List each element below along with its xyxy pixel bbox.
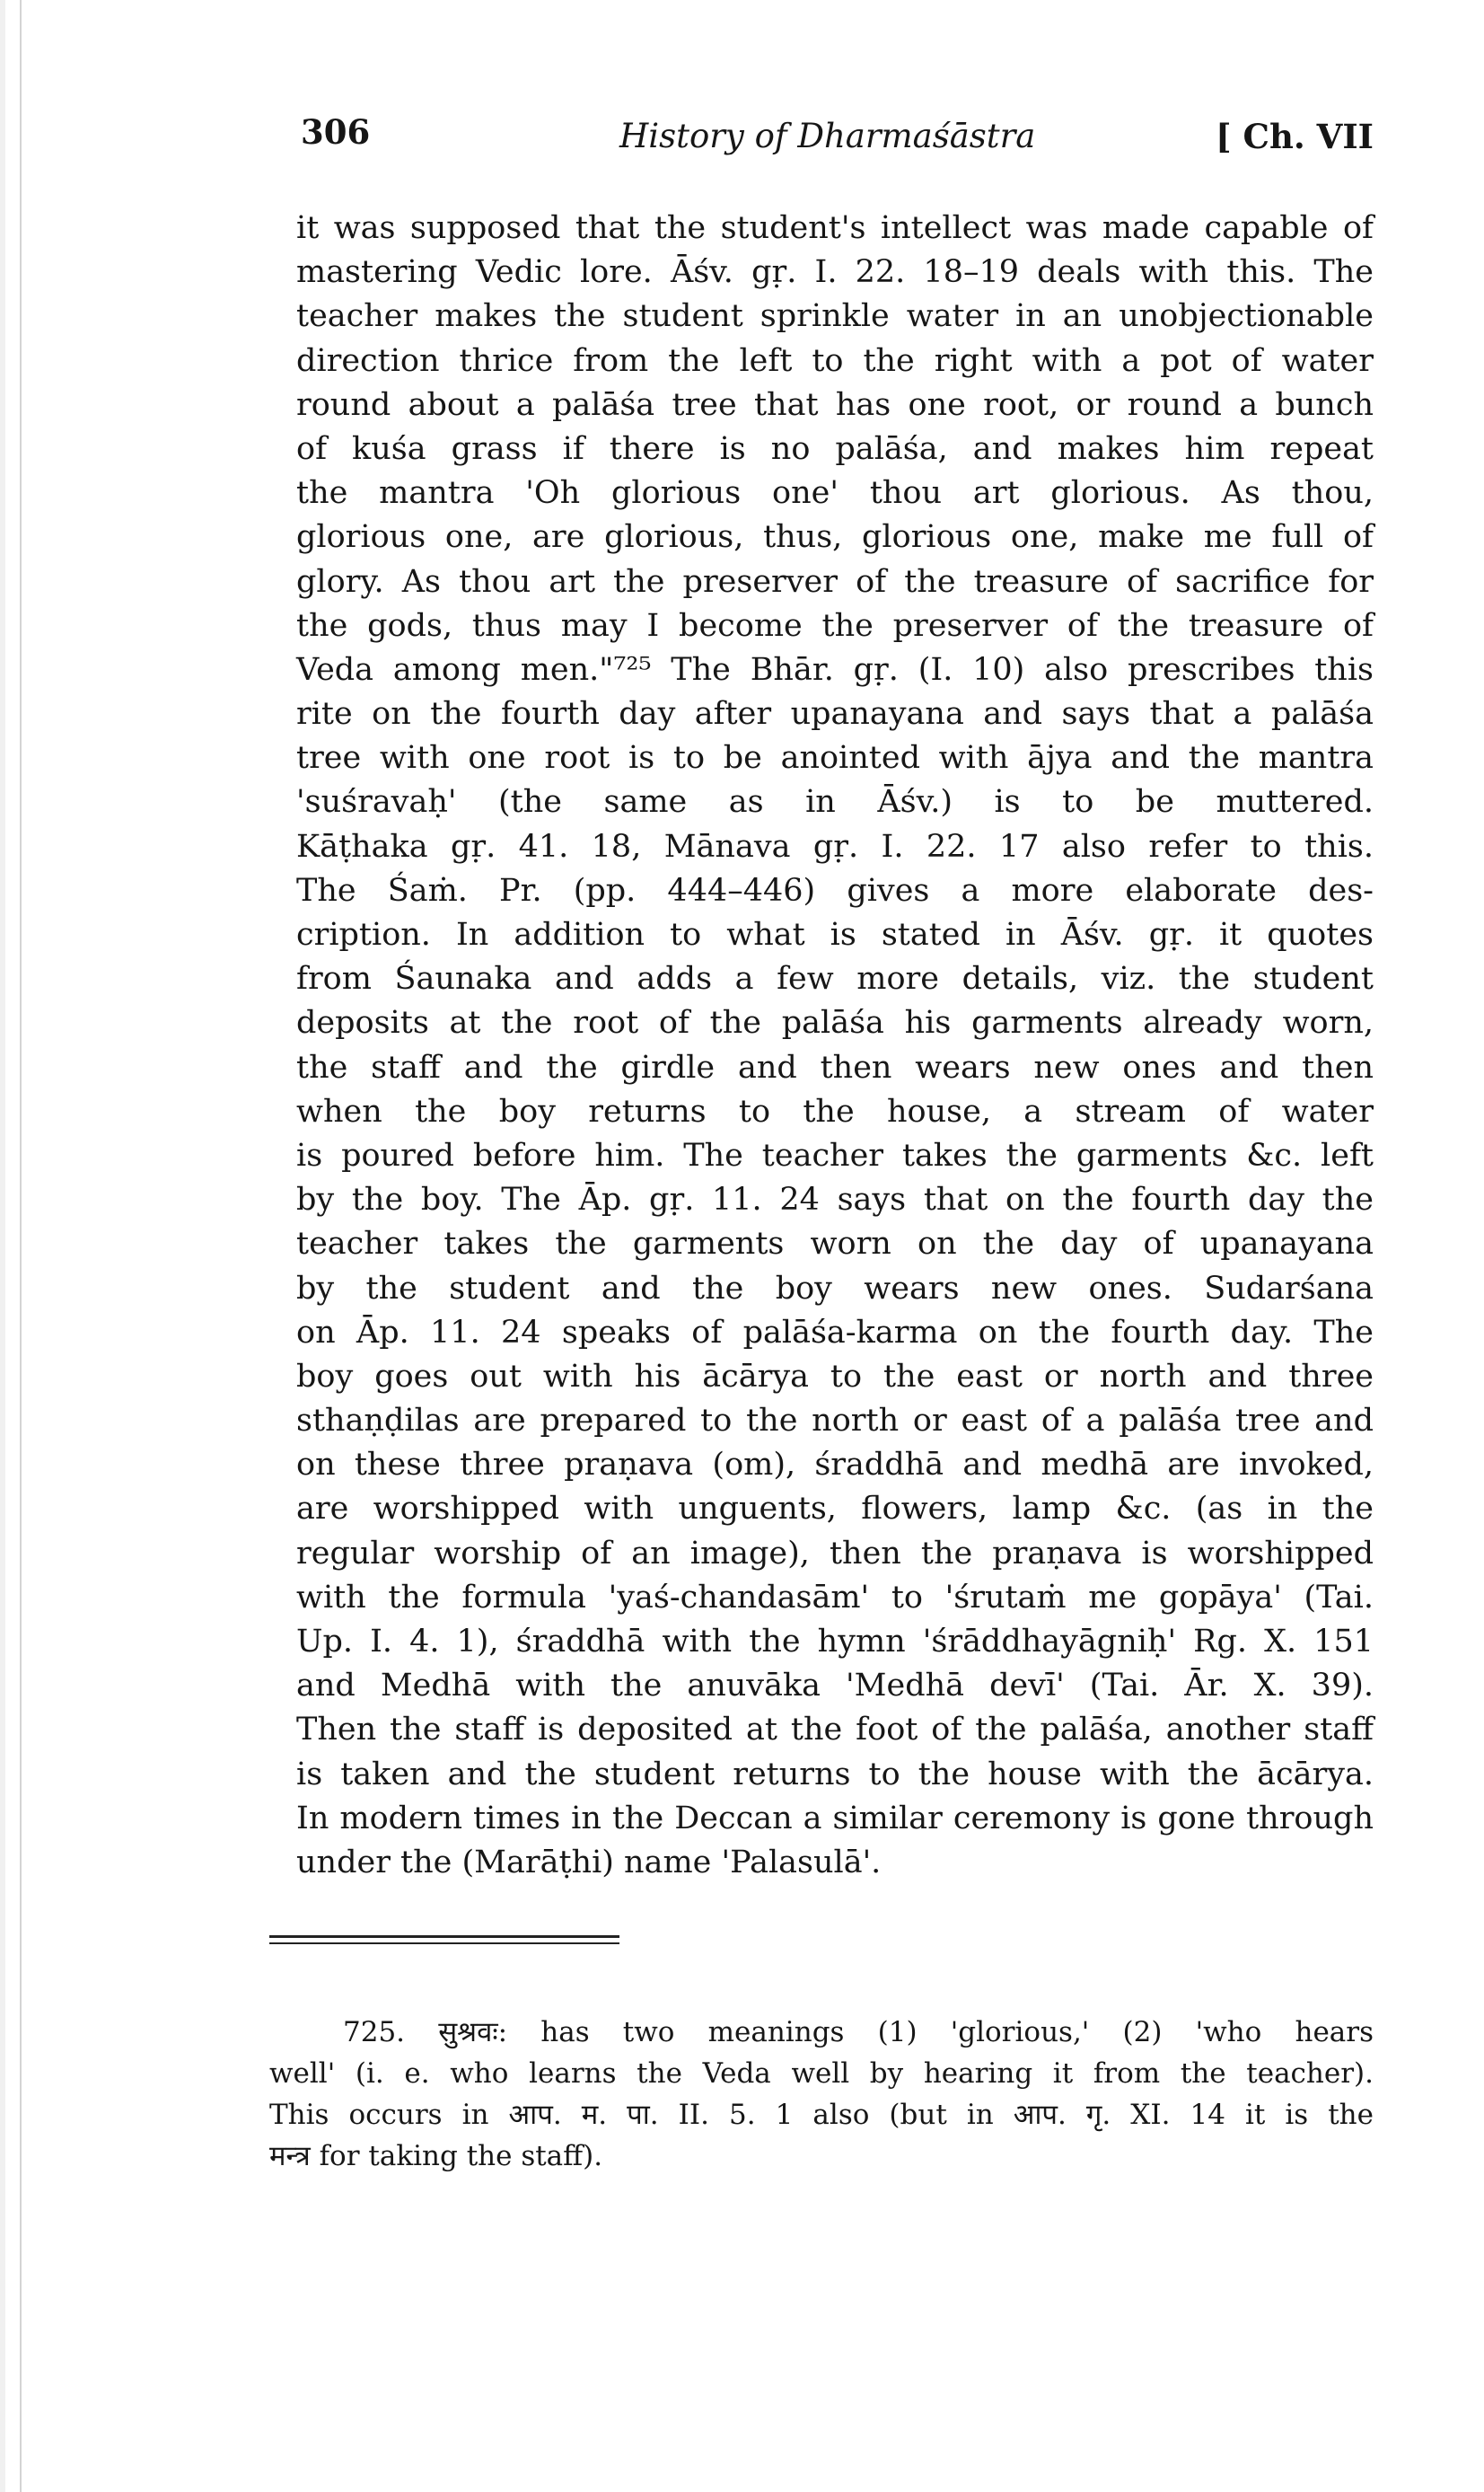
text-line: tree with one root is to be anointed with ājya and the mantra (296, 740, 1374, 777)
text-line: by the boy. The Āp. gṛ. 11. 24 says that on the fourth day the (296, 1182, 1374, 1219)
text-line: by the student and the boy wears new ones. Sudarśana (296, 1270, 1374, 1307)
footnote-line: well' (i. e. who learns the Veda well by hearing it from the teacher). (269, 2057, 1374, 2090)
text-line: on these three praṇava (om), śraddhā and medhā are invoked, (296, 1447, 1374, 1484)
text-line: of kuśa grass if there is no palāśa, and makes him repeat (296, 430, 1374, 467)
text-line: under the (Marāṭhi) name 'Palasulā'. (296, 1844, 882, 1880)
footnote-line: मन्त्र for taking the staff). (269, 2140, 603, 2172)
text-line: teacher makes the student sprinkle water in an unobjectionable (296, 298, 1374, 335)
footnote-line: This occurs in आप. म. पा. II. 5. 1 also (but in आप. गृ. XI. 14 it is the (269, 2099, 1374, 2131)
footnote-rule (269, 1935, 619, 1944)
text-line: is taken and the student returns to the house with the ācārya. (296, 1756, 1374, 1792)
text-line: round about a palāśa tree that has one root, or round a bunch (296, 386, 1374, 423)
text-line: Kāṭhaka gṛ. 41. 18, Mānava gṛ. I. 22. 17 also refer to this. (296, 828, 1374, 865)
text-line: is poured before him. The teacher takes the garments &c. left (296, 1137, 1374, 1174)
page-header (269, 108, 1374, 171)
text-line: rite on the fourth day after upanayana and says that a palāśa (296, 696, 1374, 733)
text-line: 'suśravaḥ' (the same as in Āśv.) is to be muttered. (296, 784, 1374, 821)
text-line: when the boy returns to the house, a stream of water (296, 1093, 1374, 1130)
text-line: The Śaṁ. Pr. (pp. 444–446) gives a more elaborate des- (296, 872, 1374, 909)
text-line: with the formula 'yaś-chandasām' to 'śrutaṁ me gopāya' (Tai. (296, 1579, 1374, 1616)
text-line: Up. I. 4. 1), śraddhā with the hymn 'śrāddhayāgniḥ' Rg. X. 151 (296, 1624, 1374, 1660)
footnotes (269, 2012, 1374, 2177)
running-title: History of Dharmaśāstra (619, 117, 1036, 155)
footnote-line: 725. सुश्रवः: has two meanings (1) 'glorious,' (2) 'who hears (343, 2016, 1374, 2048)
text-line: on Āp. 11. 24 speaks of palāśa-karma on the fourth day. The (296, 1314, 1374, 1351)
text-line: it was supposed that the student's intellect was made capable of (296, 210, 1374, 246)
text-line: from Śaunaka and adds a few more details, viz. the student (296, 961, 1374, 998)
text-line: and Medhā with the anuvāka 'Medhā devī' (Tai. Ār. X. 39). (296, 1668, 1374, 1704)
text-line: the gods, thus may I become the preserver of the treasure of (296, 607, 1374, 644)
scan-edge (0, 0, 5, 2492)
text-line: sthaṇḍilas are prepared to the north or east of a palāśa tree and (296, 1403, 1374, 1440)
text-line: the staff and the girdle and then wears new ones and then (296, 1049, 1374, 1086)
page-number: 306 (301, 112, 371, 152)
text-line: glory. As thou art the preserver of the treasure of sacrifice for (296, 563, 1374, 600)
text-line: glorious one, are glorious, thus, glorious one, make me full of (296, 519, 1374, 556)
text-line: mastering Vedic lore. Āśv. gṛ. I. 22. 18–19 deals with this. The (296, 254, 1374, 291)
text-line: boy goes out with his ācārya to the east or north and three (296, 1358, 1374, 1395)
text-line: deposits at the root of the palāśa his garments already worn, (296, 1005, 1374, 1042)
text-line: cription. In addition to what is stated in Āśv. gṛ. it quotes (296, 917, 1374, 953)
text-line: are worshipped with unguents, flowers, lamp &c. (as in the (296, 1491, 1374, 1528)
book-page (269, 108, 1374, 2172)
main-text (296, 207, 1374, 1885)
text-line: direction thrice from the left to the right with a pot of water (296, 342, 1374, 379)
text-line: Veda among men."⁷²⁵ The Bhār. gṛ. (I. 10) also prescribes this (296, 651, 1374, 688)
text-line: regular worship of an image), then the praṇava is worshipped (296, 1535, 1374, 1572)
chapter-label: [ Ch. VII (1216, 117, 1374, 156)
text-line: In modern times in the Deccan a similar ceremony is gone through (296, 1800, 1374, 1836)
text-line: the mantra 'Oh glorious one' thou art glorious. As thou, (296, 475, 1374, 512)
text-line: Then the staff is deposited at the foot of the palāśa, another staff (296, 1712, 1374, 1748)
text-line: teacher takes the garments worn on the day of upanayana (296, 1226, 1374, 1263)
margin-line (20, 0, 22, 2492)
